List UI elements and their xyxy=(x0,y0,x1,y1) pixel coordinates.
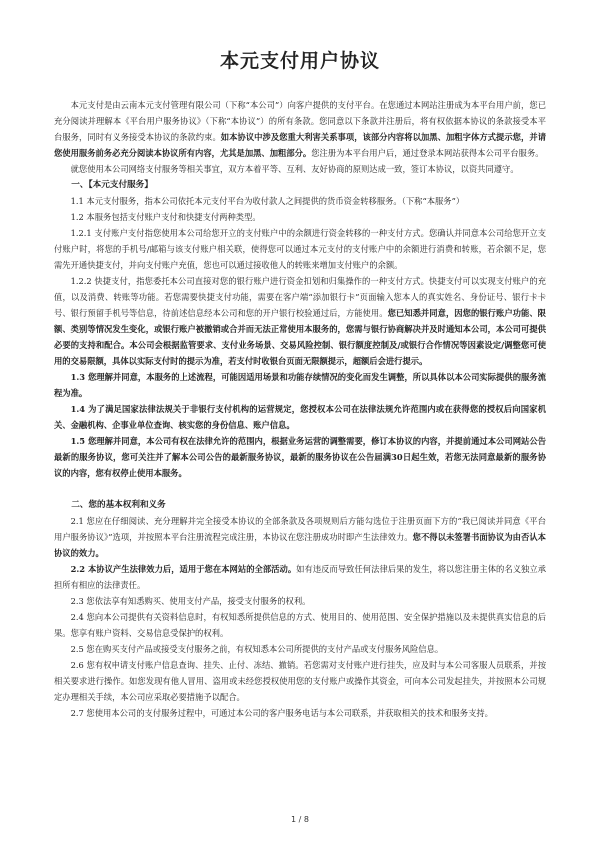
clause-2-1-bold: 您不得以未签署书面协议为由否认本协议的效力。 xyxy=(54,532,546,558)
intro-text-a: 本元支付是由云南本元支付管理有限公司（下称“本公司”）向客户提供的支付平台。在您通过本网站注册成为本平台用户前，您已充分阅读并理解本《平台用户服务协议》（下称“本协议”）的所有条款。您同意以下条款并注册后，将有权依据本协议的条款接受本平台服务，同时有义务接受本协议的条款约束。 xyxy=(54,100,546,142)
section-1-heading: 一、【本元支付服务】 xyxy=(71,180,153,190)
clause-2-7: 2.7 您使用本公司的支付服务过程中，可通过本公司的客户服务电话与本公司联系，并获取相关的技术和服务支持。 xyxy=(70,708,493,718)
clause-1-2-2-bold: 您已知悉并同意，因您的银行账户功能、限额、类别等情况发生变化，或银行账户被撤销或合并而无法正常使用本服务的，您需与银行协商解决并及时通知本公司，本公司可提供必要的支持和配合。本公司会根据监管要求、支付业务场景、交易风险控制、银行额度控制及/或银行合作情况等因素设定/调整您可使用的交易限额，具体以实际支付时的提示为准，若支付时收银台页面无限额提示，超额后会进行提示。 xyxy=(54,308,546,366)
clause-2-3: 2.3 您依法享有知悉购买、使用支付产品，接受支付服务的权利。 xyxy=(70,596,311,606)
clause-1-5: 1.5 您理解并同意，本公司有权在法律允许的范围内，根据业务运营的调整需要，修订本协议的内容，并提前通过本公司网站公告最新的服务协议，您可关注并了解本公司公告的最新服务协议，最新的服务协议在公告届满30日起生效，若您无法同意最新的服务协议的内容，您有权停止使用本服务。 xyxy=(54,436,546,478)
clause-1-3: 1.3 您理解并同意，本服务的上述流程，可能因适用场景和功能存续情况的变化而发生调整，所以具体以本公司实际提供的服务流程为准。 xyxy=(54,372,546,398)
page-number: 1 / 8 xyxy=(291,815,309,824)
clause-2-2-text: 如有违反而导致任何法律后果的发生，将以您注册主体的名义独立承担所有相应的法律责任。 xyxy=(54,564,546,590)
intro-text-c: 您注册为本平台用户后，通过登录本网站获得本公司平台服务。 xyxy=(311,148,544,158)
intro-bold-notice: 如本协议中涉及您重大利害关系事项，该部分内容将以加黑、加粗字体方式提示您，并请您使用服务前务必充分阅读本协议所有内容，尤其是加黑、加粗部分。 xyxy=(54,132,546,158)
intro-paragraph-2: 就您使用本公司网络支付服务等相关事宜，双方本着平等、互利、友好协商的原则达成一致，签订本协议，以资共同遵守。 xyxy=(70,164,519,174)
clause-1-2: 1.2 本服务包括支付账户支付和快捷支付两种类型。 xyxy=(70,212,261,222)
document-title: 本元支付用户协议 xyxy=(219,50,380,72)
clause-1-2-1: 1.2.1 支付账户支付指您使用本公司给您开立的支付账户中的余额进行资金转移的一种支付方式。您确认并同意本公司给您开立支付账户时，将您的手机号/邮箱与该支付账户相关联，使得您可以通过本元支付的支付账户中的余额进行消费和转账，若余额不足，您需先开通快捷支付，并向支付账户充值，您也可以通过接收他人的转账来增加支付账户的余额。 xyxy=(54,228,546,270)
clause-2-2 xyxy=(54,561,546,593)
clause-1-2-2 xyxy=(54,273,546,369)
clause-2-4: 2.4 您向本公司提供有关资料信息时，有权知悉所提供信息的方式、使用目的、使用范围、安全保护措施以及未提供真实信息的后果。您享有账户资料、交易信息受保护的权利。 xyxy=(54,612,546,638)
clause-1-2-2-text: 1.2.2 快捷支付，指您委托本公司直接对您的银行账户进行资金扣划和归集操作的一种支付方式。快捷支付可以实现支付账户的充值，以及消费、转账等功能。若您需要快捷支付功能，需要在客户端“添加银行卡”页面输入您本人的真实姓名、身份证号、银行卡卡号、银行预留手机号等信息，待前述信息经本公司和您的开户银行校验通过后，方能使用。 xyxy=(54,276,546,318)
clause-2-1-text: 2.1 您应在仔细阅读、充分理解并完全接受本协议的全部条款及各项规则后方能勾选位于注册页面下方的“我已阅读并同意《平台用户服务协议》”选项，并按照本平台注册流程完成注册，本协议在您注册成功时即产生法律效力。 xyxy=(54,516,546,542)
clause-2-1 xyxy=(54,513,546,561)
clause-2-2-bold: 2.2 本协议产生法律效力后，适用于您在本网站的全部活动。 xyxy=(70,564,297,574)
clause-1-1: 1.1 本元支付服务，指本公司依托本元支付平台为收付款人之间提供的货币资金转移服务。（下称“本服务”） xyxy=(70,196,465,206)
section-spacer xyxy=(54,481,546,497)
clause-1-4: 1.4 为了满足国家法律法规关于非银行支付机构的运营规定，您授权本公司在法律法规允许范围内或在获得您的授权后向国家机关、金融机构、企事业单位查询、核实您的身份信息、账户信息。 xyxy=(54,404,546,430)
clause-2-5: 2.5 您在购买支付产品或接受支付服务之前，有权知悉本公司所提供的支付产品或支付服务风险信息。 xyxy=(70,644,444,654)
intro-paragraph-1 xyxy=(54,97,546,161)
section-2-heading: 二、您的基本权利和义务 xyxy=(71,500,166,510)
clause-2-6: 2.6 您有权申请支付账户信息查询、挂失、止付、冻结、撤销。若您需对支付账户进行挂失，应及时与本公司客服人员联系，并按相关要求进行操作。如您发现有他人冒用、盗用或未经您授权使用您的支付账户或操作其资金，可向本公司发起挂失，并按照本公司规定办理相关手续，本公司应采取必要措施予以配合。 xyxy=(54,660,546,702)
